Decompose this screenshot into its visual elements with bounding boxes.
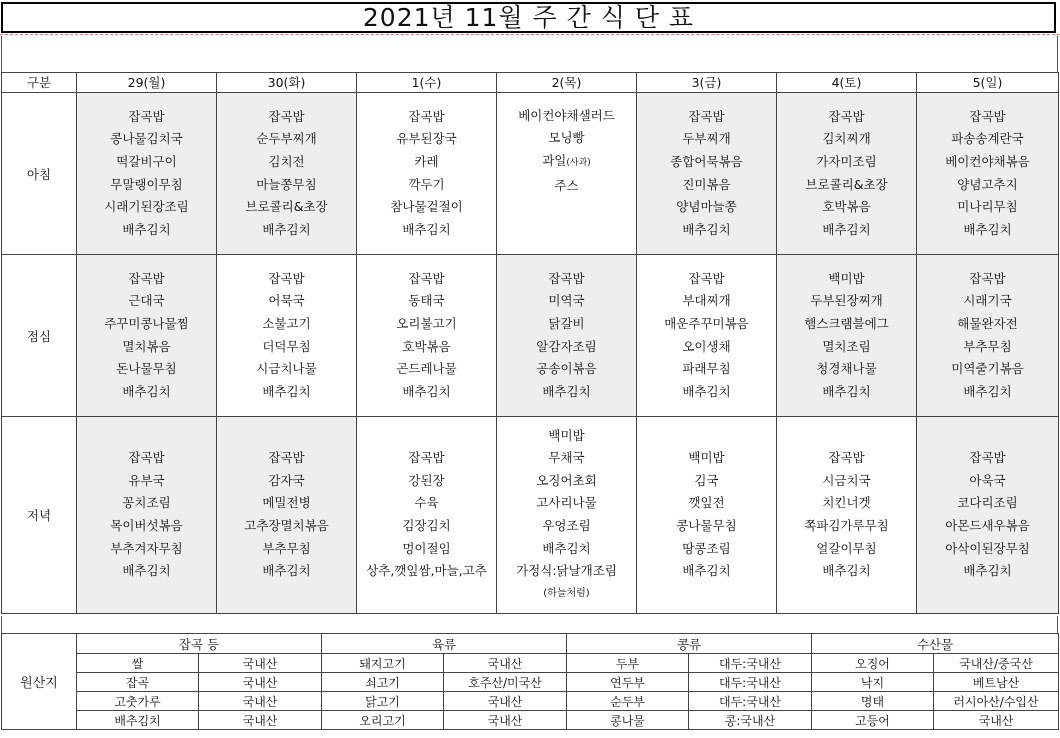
menu-item: 곤드레나물: [396, 361, 457, 377]
menu-cell: [917, 93, 1059, 255]
menu-item: 배추김치: [262, 563, 311, 579]
menu-item: 두부찌개: [682, 131, 731, 147]
menu-item: 어묵국: [268, 293, 305, 309]
menu-item: 잡곡밥: [969, 270, 1006, 286]
origin-cell: 호주산/미국산: [444, 673, 567, 692]
menu-item: 배추김치: [262, 383, 311, 399]
menu-item: 배추김치: [542, 383, 591, 399]
menu-item: 카레: [414, 153, 439, 169]
origin-cell: 국내산: [934, 711, 1059, 730]
spacer-row: [1, 616, 1058, 633]
menu-item: 수육: [414, 495, 439, 511]
origin-group-header: 수산물: [812, 634, 1059, 654]
menu-item: 더덕무침: [262, 338, 311, 354]
menu-cell: [777, 417, 917, 614]
menu-cell: [637, 417, 777, 614]
meal-label: 저녁: [2, 417, 77, 614]
menu-item: 미나리무침: [957, 199, 1018, 215]
menu-item: 백미밥: [828, 270, 865, 286]
origin-cell: 콩나물: [567, 711, 689, 730]
menu-cell: [357, 255, 497, 417]
menu-item: 오리불고기: [396, 315, 457, 331]
origin-cell: 순두부: [567, 692, 689, 711]
menu-item: 잡곡밥: [408, 108, 445, 124]
origin-cell: 명태: [812, 692, 934, 711]
origin-cell: 국내산: [199, 654, 322, 673]
origin-cell: 연두부: [567, 673, 689, 692]
menu-item: 콩나물김치국: [110, 131, 183, 147]
menu-item: 유부된장국: [396, 131, 457, 147]
menu-item: 배추김치: [682, 563, 731, 579]
menu-item: 베이컨야채샐러드: [518, 107, 615, 123]
menu-cell: [917, 417, 1059, 614]
menu-item: 두부된장찌개: [810, 293, 883, 309]
origin-cell: 콩:국내산: [689, 711, 812, 730]
origin-cell: 대두:국내산: [689, 654, 812, 673]
menu-item: 잡곡밥: [688, 108, 725, 124]
origin-cell: 오리고기: [322, 711, 444, 730]
menu-item: 김장김치: [402, 518, 451, 533]
menu-item: 브로콜리&초장: [805, 176, 888, 192]
menu-item: 김국: [694, 472, 719, 488]
origin-row: [2, 711, 1059, 730]
day-header: 30(화): [217, 73, 357, 93]
menu-item: 백미밥: [688, 450, 725, 466]
menu-cell: [217, 255, 357, 417]
breakfast-row: [2, 93, 1059, 255]
menu-item: 배추김치: [822, 383, 871, 399]
meal-label: 아침: [2, 93, 77, 255]
menu-item: 상추,깻잎쌈,마늘,고추: [366, 563, 487, 579]
origin-cell: 대두:국내산: [689, 673, 812, 692]
menu-item: 잡곡밥: [408, 450, 445, 466]
origin-group-header: 콩류: [567, 634, 812, 654]
menu-item: 종합어묵볶음: [670, 153, 743, 169]
day-header: 1(수): [357, 73, 497, 93]
menu-item: 배추김치: [963, 563, 1012, 579]
origin-cell: 돼지고기: [322, 654, 444, 673]
menu-item: 강된장: [408, 472, 445, 488]
menu-item: 배추김치: [402, 221, 451, 237]
menu-item: 주꾸미콩나물찜: [104, 315, 189, 331]
menu-item: 가자미조림: [816, 153, 877, 169]
menu-item: 배추김치: [822, 221, 871, 237]
menu-item: 잡곡밥: [548, 270, 585, 286]
header-label: 구분: [2, 73, 77, 93]
menu-item: 잡곡밥: [128, 450, 165, 466]
menu-item: 배추김치: [262, 221, 311, 237]
origin-cell: 대두:국내산: [689, 692, 812, 711]
menu-cell: [637, 255, 777, 417]
menu-item: 잡곡밥: [408, 270, 445, 286]
menu-item: 땅콩조림: [682, 540, 731, 556]
menu-item: 부추무침: [262, 540, 311, 556]
menu-item: 배추김치: [122, 221, 171, 237]
menu-item: 잡곡밥: [128, 108, 165, 124]
menu-item: 양념고추지: [957, 176, 1018, 192]
origin-cell: 낙지: [812, 673, 934, 692]
origin-table: [1, 633, 1059, 730]
menu-item: 순두부찌개: [256, 131, 317, 147]
menu-cell: [497, 417, 637, 614]
menu-item: 무말랭이무침: [110, 176, 183, 192]
menu-item: 모닝빵: [548, 130, 585, 146]
menu-item: 소불고기: [262, 315, 311, 331]
menu-item: 잡곡밥: [969, 450, 1006, 466]
origin-cell: 오징어: [812, 654, 934, 673]
menu-item: 근대국: [128, 293, 165, 309]
origin-cell: 베트남산: [934, 673, 1059, 692]
day-header: 3(금): [637, 73, 777, 93]
menu-item: 배추김치: [402, 383, 451, 399]
origin-cell: 쇠고기: [322, 673, 444, 692]
menu-item: 메밀전병: [262, 495, 311, 511]
origin-row: [2, 673, 1059, 692]
menu-item: 미역국: [548, 293, 585, 309]
menu-item: 진미볶음: [682, 176, 731, 192]
menu-item: 부추겨자무침: [110, 540, 183, 556]
menu-item: 백미밥: [548, 427, 585, 443]
menu-item: 깍두기: [408, 176, 445, 192]
menu-item: 멍이절임: [402, 540, 451, 556]
menu-item: 햄스크램블에그: [804, 315, 889, 331]
header-row: [2, 73, 1059, 93]
menu-item: 호박볶음: [822, 199, 871, 215]
menu-item: 목이버섯볶음: [110, 518, 183, 533]
origin-cell: 국내산: [444, 654, 567, 673]
origin-cell: 고춧가루: [77, 692, 199, 711]
menu-item: 돈나물무침: [116, 361, 177, 377]
menu-cell: [497, 255, 637, 417]
dinner-row: [2, 417, 1059, 614]
menu-item: 치킨너겟: [822, 495, 871, 511]
origin-cell: 쌀: [77, 654, 199, 673]
origin-row: [2, 654, 1059, 673]
fruit-note: (사과): [566, 158, 591, 168]
origin-cell: 러시아산/수입산: [934, 692, 1059, 711]
menu-item: 시금치국: [822, 472, 871, 488]
menu-item: 잡곡밥: [268, 270, 305, 286]
menu-item: 아욱국: [969, 472, 1006, 488]
menu-item: 잡곡밥: [128, 270, 165, 286]
menu-item: 잡곡밥: [828, 108, 865, 124]
menu-cell: [77, 417, 217, 614]
menu-item: 배추김치: [963, 221, 1012, 237]
menu-item: 고사리나물: [536, 495, 597, 511]
origin-cell: 두부: [567, 654, 689, 673]
origin-cell: 고등어: [812, 711, 934, 730]
meal-label: 점심: [2, 255, 77, 417]
menu-item: 부추무침: [963, 338, 1012, 354]
menu-item: 감자국: [268, 472, 305, 488]
origin-cell: 국내산: [444, 692, 567, 711]
menu-item: 호박볶음: [402, 338, 451, 354]
origin-cell: 배추김치: [77, 711, 199, 730]
menu-cell: [77, 93, 217, 255]
menu-item: 배추김치: [682, 221, 731, 237]
origin-row: [2, 692, 1059, 711]
origin-cell: 국내산: [444, 711, 567, 730]
menu-item: 유부국: [128, 472, 165, 488]
blank-row: [1, 36, 1058, 72]
menu-item: 미역줄기볶음: [951, 361, 1024, 377]
menu-item: 배추김치: [542, 540, 591, 556]
menu-item: 시래기된장조림: [104, 199, 189, 215]
menu-item: 잡곡밥: [828, 450, 865, 466]
menu-item: 잡곡밥: [969, 108, 1006, 124]
menu-item: 브로콜리&초장: [245, 199, 328, 215]
menu-item: 잡곡밥: [688, 270, 725, 286]
menu-item: 배추김치: [122, 383, 171, 399]
menu-item: 오징어초회: [536, 472, 597, 488]
origin-group-header: 육류: [322, 634, 567, 654]
page-title: 2021년 11월 주 간 식 단 표: [1, 2, 1056, 33]
menu-item: 아몬드새우볶음: [945, 518, 1030, 533]
origin-cell: 국내산: [199, 673, 322, 692]
origin-cell: 잡곡: [77, 673, 199, 692]
menu-item: 콩나물무침: [676, 518, 737, 533]
menu-item: 동태국: [408, 293, 445, 309]
menu-item: 멸치조림: [822, 338, 871, 354]
origin-cell: 국내산: [199, 692, 322, 711]
menu-item: 아삭이된장무침: [945, 540, 1030, 556]
menu-cell: [77, 255, 217, 417]
menu-cell: [777, 93, 917, 255]
menu-item: 잡곡밥: [268, 450, 305, 466]
menu-item: 오이생채: [682, 338, 731, 354]
menu-item: 잡곡밥: [268, 108, 305, 124]
menu-item: 배추김치: [122, 563, 171, 579]
menu-item: 멸치볶음: [122, 338, 171, 354]
menu-item: 양념마늘쫑: [676, 199, 737, 215]
origin-group-header: 잡곡 등: [77, 634, 322, 654]
lunch-row: [2, 255, 1059, 417]
menu-item-text: 과일: [542, 153, 567, 168]
menu-item: 김치찌개: [822, 131, 871, 147]
menu-cell: [357, 417, 497, 614]
menu-item: 쪽파김가루무침: [804, 518, 889, 533]
menu-cell: [777, 255, 917, 417]
weekly-menu-table: [1, 72, 1059, 614]
menu-item: 김치전: [268, 153, 305, 169]
menu-item: 고추장멸치볶음: [244, 518, 329, 533]
menu-item: 공송이볶음: [536, 361, 597, 377]
menu-item: 배추김치: [963, 383, 1012, 399]
menu-item: 배추김치: [822, 563, 871, 579]
menu-item: 무채국: [548, 450, 585, 466]
menu-item: 참나물겉절이: [390, 199, 463, 215]
menu-item: 알감자조림: [536, 338, 597, 354]
menu-item: 파송송계란국: [951, 131, 1024, 147]
menu-cell: [217, 417, 357, 614]
menu-cell: [917, 255, 1059, 417]
menu-cell: [357, 93, 497, 255]
menu-item: 떡갈비구이: [116, 153, 177, 169]
menu-cell: [497, 93, 637, 255]
menu-item: 마늘쫑무침: [256, 176, 317, 192]
menu-item: 청경채나물: [816, 361, 877, 377]
menu-item: 배추김치: [682, 383, 731, 399]
menu-cell: [217, 93, 357, 255]
day-header: 29(월): [77, 73, 217, 93]
day-header: 2(목): [497, 73, 637, 93]
special-note: (하늘처럼): [543, 587, 590, 599]
page-break-line: [0, 34, 1060, 35]
menu-item: 얼갈이무침: [816, 540, 877, 556]
origin-cell: 국내산/중국산: [934, 654, 1059, 673]
menu-item: 깻잎전: [688, 495, 725, 511]
menu-item: 우엉조림: [542, 518, 591, 533]
menu-item: 주스: [554, 177, 579, 193]
menu-item: 가정식:닭날개조림: [516, 563, 617, 579]
origin-cell: 국내산: [199, 711, 322, 730]
menu-item: 꽁치조림: [122, 495, 171, 511]
menu-item: 매운주꾸미볶음: [664, 315, 749, 331]
menu-item: 시금치나물: [256, 361, 317, 377]
menu-item: 부대찌개: [682, 293, 731, 309]
menu-cell: [637, 93, 777, 255]
menu-item: 시래기국: [963, 293, 1012, 309]
menu-item: [497, 150, 636, 175]
menu-item: 해물완자전: [957, 315, 1018, 331]
day-header: 5(일): [917, 73, 1059, 93]
menu-item: 베이컨야채볶음: [945, 153, 1030, 169]
menu-item: 닭갈비: [548, 315, 585, 331]
menu-item: 코다리조림: [957, 495, 1018, 511]
origin-label: 원산지: [2, 634, 77, 730]
origin-cell: 닭고기: [322, 692, 444, 711]
day-header: 4(토): [777, 73, 917, 93]
menu-item: 파래무침: [682, 361, 731, 377]
